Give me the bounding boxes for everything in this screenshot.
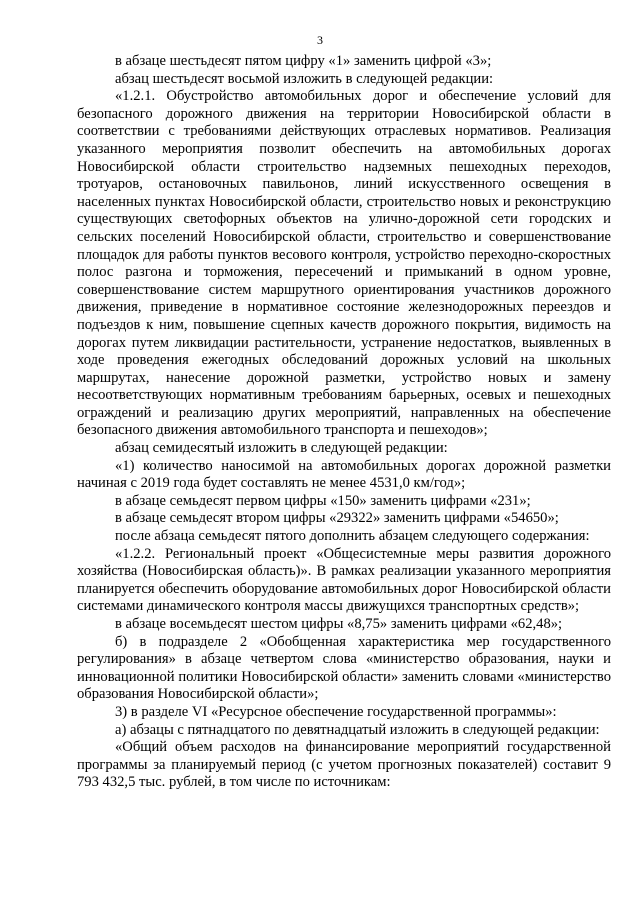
paragraph: в абзаце шестьдесят пятом цифру «1» заменить цифрой «3»;	[115, 53, 492, 69]
paragraph: б) в подразделе 2 «Обобщенная характеристика мер государственного регулирования» в абзаце четвертом слова «министерство образования, науки и инновационной политики Новосибирской области» заменить словами «министерство образования Новосибирской области»;	[77, 633, 611, 703]
paragraph: а) абзацы с пятнадцатого по девятнадцатый изложить в следующей редакции:	[115, 721, 600, 738]
paragraph: в абзаце восемьдесят шестом цифры «8,75» заменить цифрами «62,48»;	[115, 616, 563, 632]
paragraph: 3) в разделе VI «Ресурсное обеспечение государственной программы»:	[115, 703, 557, 720]
paragraph: «Общий объем расходов на финансирование мероприятий государственной программы за планируемый период (с учетом прогнозных показателей) составит 9 793 432,5 тыс. рублей, в том числе по источникам:	[77, 739, 611, 791]
paragraph: абзац семидесятый изложить в следующей редакции:	[115, 440, 448, 457]
paragraph: абзац шестьдесят восьмой изложить в следующей редакции:	[115, 70, 494, 87]
document-body	[77, 53, 611, 792]
paragraph: после абзаца семьдесят пятого дополнить абзацем следующего содержания:	[115, 528, 590, 545]
paragraph: в абзаце семьдесят первом цифры «150» заменить цифрами «231»;	[115, 492, 531, 509]
paragraph: «1.2.2. Региональный проект «Общесистемные меры развития дорожного хозяйства (Новосибирская область)». В рамках реализации указанного мероприятия планируется обеспечить оборудование автомобильных дорог Новосибирской области системами динамического контроля массы движущихся транспортных средств»;	[77, 545, 611, 615]
paragraph: в абзаце семьдесят втором цифры «29322» заменить цифрами «54650»;	[115, 510, 559, 527]
paragraph: «1) количество наносимой на автомобильных дорогах дорожной разметки начиная с 2019 года будет составлять не менее 4531,0 км/год»;	[77, 457, 611, 492]
paragraph: «1.2.1. Обустройство автомобильных дорог и обеспечение условий для безопасного дорожного движения на территории Новосибирской области в соответствии с требованиями действующих отраслевых нормативов. Реализация указанного мероприятия позволит обеспечить на автомобильных дорогах Новосибирской области строительство надземных пешеходных переходов, тротуаров, остановочных павильонов, линий искусственного освещения в населенных пунктах Новосибирской области, строительство новых и реконструкцию существующих светофорных объектов на улично-дорожной сети городских и сельских поселений Новосибирской области, строительство и совершенствование площадок для работы пунктов весового контроля, устройство переходно-скоростных полос разгона и торможения, пересечений и примыканий в одном уровне, совершенствование систем маршрутного ориентирования участников дорожного движения, приведение в нормативное состояние железнодорожных переездов и подъездов к ним, повышение сцепных качеств дорожного покрытия, видимость на дорогах путем ликвидации растительности, устранение недостатков, выявленных в ходе проведения ежегодных обследований дорожных условий на школьных маршрутах, нанесение дорожной разметки, устройство новых и замену несоответствующих нормативным требованиям барьерных, осевых и пешеходных ограждений и реализацию других мероприятий, направленных на обеспечение безопасного движения автомобильного транспорта и пешеходов»;	[77, 88, 611, 439]
page-number: 3	[317, 33, 323, 47]
